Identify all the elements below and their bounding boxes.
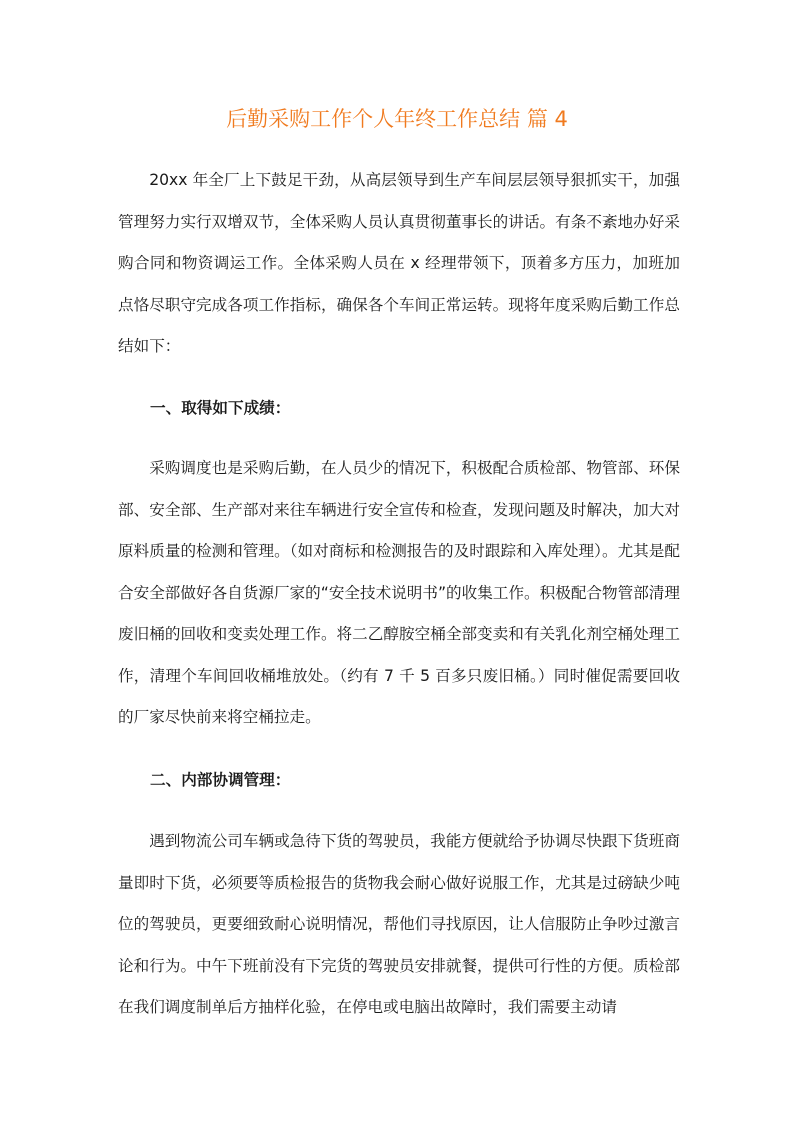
intro-paragraph: 20xx 年全厂上下鼓足干劲，从高层领导到生产车间层层领导狠抓实干，加强管理努力实行双增双节，全体采购人员认真贯彻董事长的讲话。有条不紊地办好采购合同和物资调运工作。全体采购人员在 x 经理带领下，顶着多方压力，加班加点恪尽职守完成各项工作指标，确保各个车间正常运转。现将年度采购后勤工作总结如下： [118,171,680,355]
section-heading-achievements: 一、取得如下成绩： [150,399,291,417]
section-body-internal-coordination: 遇到物流公司车辆或急待下货的驾驶员，我能方便就给予协调尽快跟下货班商量即时下货，必须要等质检报告的货物我会耐心做好说服工作，尤其是过磅缺少吨位的驾驶员，更要细致耐心说明情况，帮他们寻找原因，让人信服防止争吵过激言论和行为。中午下班前没有下完货的驾驶员安排就餐，提供可行性的方便。质检部在我们调度制单后方抽样化验，在停电或电脑出故障时，我们需要主动请 [118,832,680,1016]
section-heading-internal-coordination: 二、内部协调管理： [150,771,291,789]
document-title: 后勤采购工作个人年终工作总结 篇 4 [226,107,568,131]
section-body-achievements: 采购调度也是采购后勤，在人员少的情况下，积极配合质检部、物管部、环保部、安全部、生产部对来往车辆进行安全宣传和检查，发现问题及时解决，加大对原料质量的检测和管理。（如对商标和检测报告的及时跟踪和入库处理）。尤其是配合安全部做好各自货源厂家的“安全技术说明书”的收集工作。积极配合物管部清理废旧桶的回收和变卖处理工作。将二乙醇胺空桶全部变卖和有关乳化剂空桶处理工作，清理个车间回收桶堆放处。（约有 7 千 5 百多只废旧桶。）同时催促需要回收的厂家尽快前来将空桶拉走。 [118,459,680,726]
